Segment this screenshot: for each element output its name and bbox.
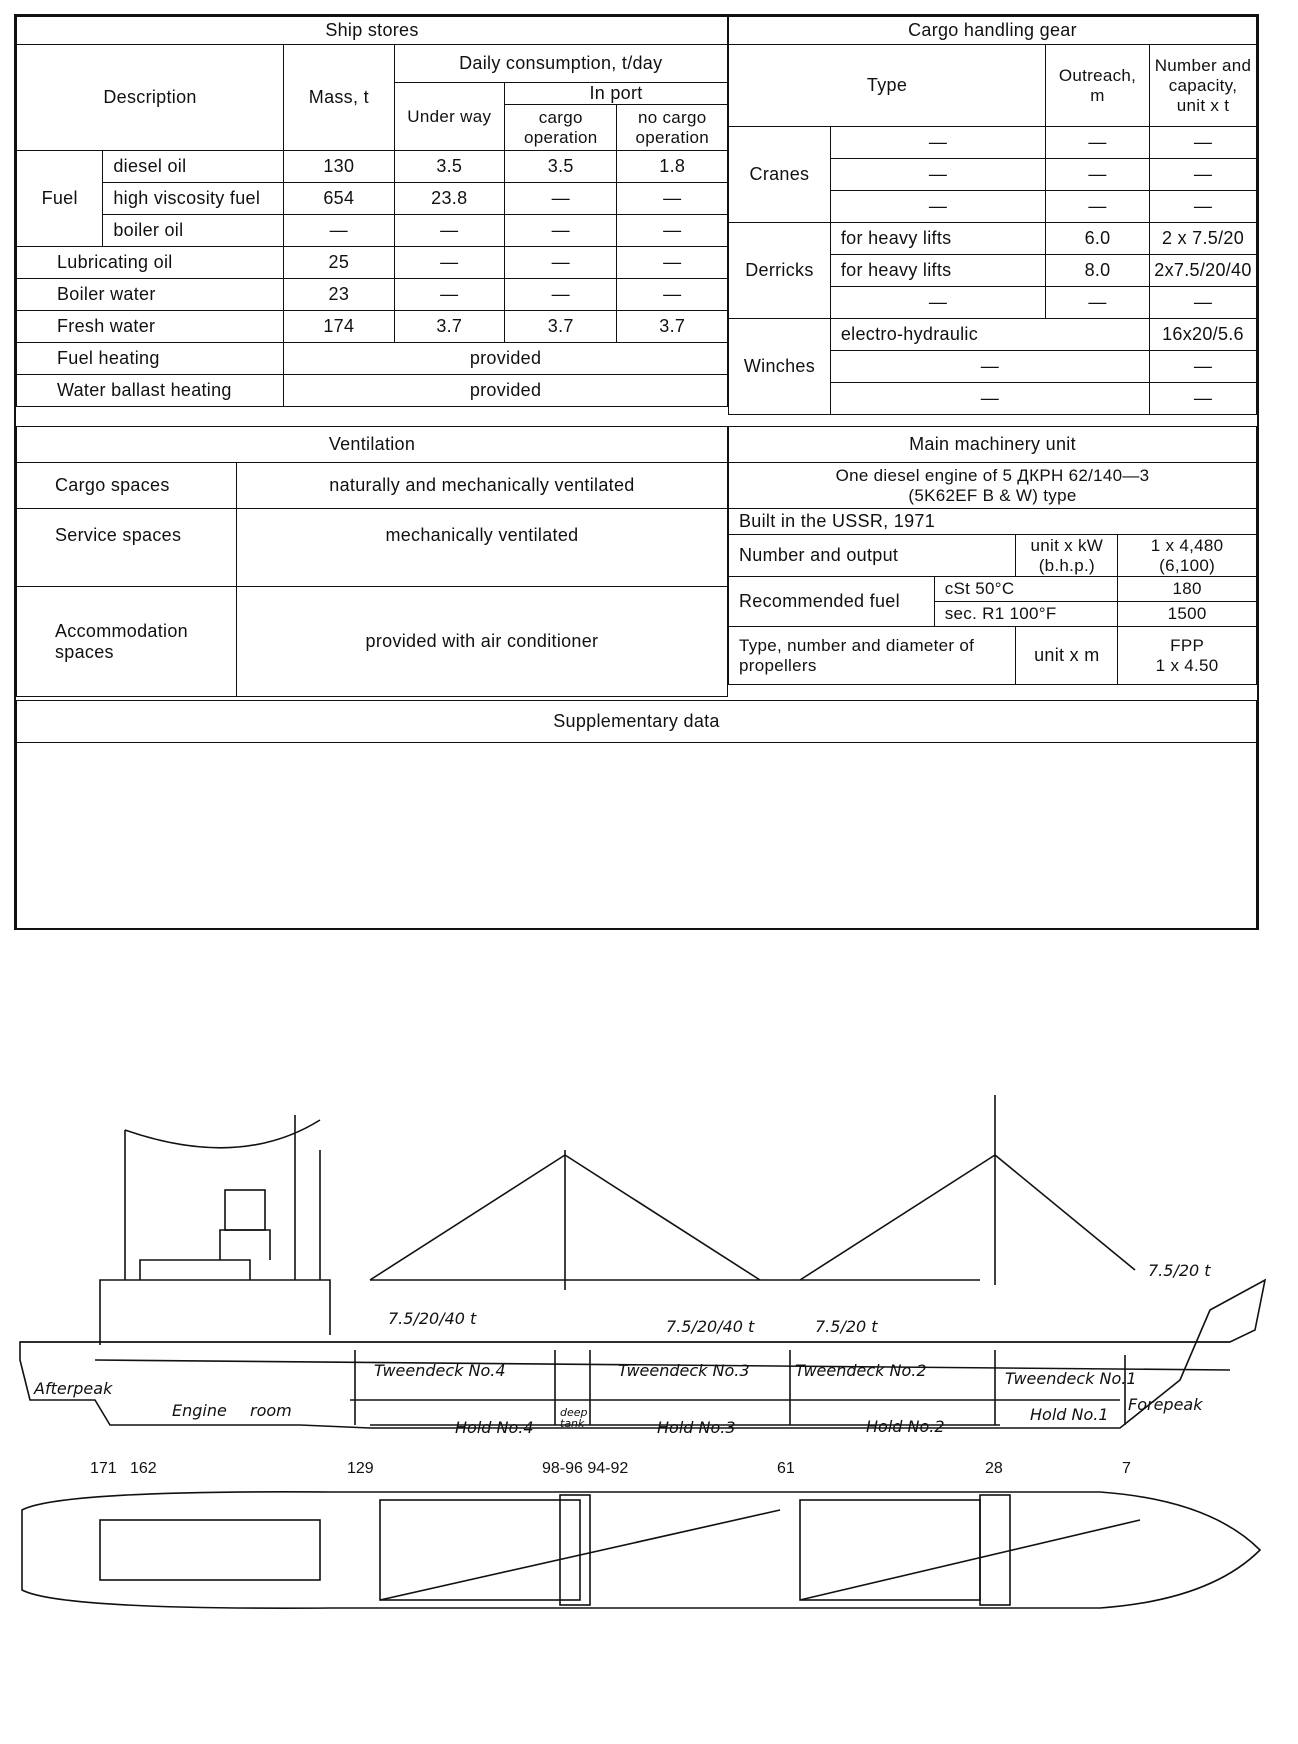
cell-dash: — xyxy=(830,287,1045,319)
ship-drawing xyxy=(0,1080,1298,1744)
cst-value: 180 xyxy=(1118,577,1257,602)
cargo-gear-table xyxy=(728,16,1257,415)
crane-capacity-3: 7.5/20 t xyxy=(815,1317,878,1336)
ship-stores-table xyxy=(16,16,728,407)
row-underway: — xyxy=(394,279,504,311)
frame-label: 129 xyxy=(347,1460,374,1477)
row-no-cargo-op: — xyxy=(617,247,728,279)
hold-1-label: Hold No.1 xyxy=(1030,1405,1109,1424)
row-underway: 23.8 xyxy=(394,183,504,215)
output-value: 1 x 4,480 xyxy=(1150,535,1224,555)
col-type: Type xyxy=(729,45,1046,127)
frame-label: 162 xyxy=(130,1460,157,1477)
cargo-spaces-value: naturally and mechanically ventilated xyxy=(236,463,727,509)
accommodation-label: Accommodation spaces xyxy=(17,587,237,697)
row-underway: — xyxy=(394,215,504,247)
derrick-capacity: 2x7.5/20/40 xyxy=(1149,255,1256,287)
derrick-type: for heavy lifts xyxy=(830,223,1045,255)
tweendeck-1-label: Tweendeck No.1 xyxy=(1005,1369,1137,1388)
hold-3-label: Hold No.3 xyxy=(657,1418,736,1437)
row-name: Lubricating oil xyxy=(17,247,284,279)
cell-dash: — xyxy=(1149,127,1256,159)
crane-capacity-4: 7.5/20 t xyxy=(1148,1261,1211,1280)
hold-4-label: Hold No.4 xyxy=(455,1418,534,1437)
row-name: diesel oil xyxy=(103,151,284,183)
row-cargo-op: 3.7 xyxy=(505,311,617,343)
machinery-title: Main machinery unit xyxy=(729,427,1257,463)
row-no-cargo-op: — xyxy=(617,183,728,215)
row-underway: 3.7 xyxy=(394,311,504,343)
derrick-capacity: 2 x 7.5/20 xyxy=(1149,223,1256,255)
row-cargo-op: — xyxy=(505,279,617,311)
col-description: Description xyxy=(17,45,284,151)
frame-label: 61 xyxy=(777,1460,795,1477)
col-number-capacity: Number and capacity, unit x t xyxy=(1149,45,1256,127)
row-no-cargo-op: — xyxy=(617,279,728,311)
cell-dash: — xyxy=(1046,159,1150,191)
machinery-table xyxy=(728,426,1257,685)
ventilation-table xyxy=(16,426,728,697)
accommodation-value: provided with air conditioner xyxy=(236,587,727,697)
service-spaces-value: mechanically ventilated xyxy=(236,509,727,587)
fuel-heating-label: Fuel heating xyxy=(17,343,284,375)
winch-type: electro-hydraulic xyxy=(830,319,1149,351)
hold-2-label: Hold No.2 xyxy=(866,1417,945,1436)
cell-dash: — xyxy=(830,127,1045,159)
row-cargo-op: — xyxy=(505,247,617,279)
row-no-cargo-op: 1.8 xyxy=(617,151,728,183)
room-label: room xyxy=(250,1401,292,1420)
row-no-cargo-op: — xyxy=(617,215,728,247)
frame-label: 28 xyxy=(985,1460,1003,1477)
col-cargo-op: cargo operation xyxy=(505,105,617,151)
derrick-outreach: 6.0 xyxy=(1046,223,1150,255)
row-cargo-op: 3.5 xyxy=(505,151,617,183)
ship-data-sheet xyxy=(14,14,1259,930)
deep-tank-label-1: deep xyxy=(560,1406,588,1419)
row-mass: 23 xyxy=(284,279,394,311)
fuel-heating-value: provided xyxy=(284,343,728,375)
tweendeck-4-label: Tweendeck No.4 xyxy=(374,1361,506,1380)
unit-m: unit x m xyxy=(1016,627,1118,685)
unit-kw: unit x kW xyxy=(1030,535,1104,555)
ventilation-title: Ventilation xyxy=(17,427,728,463)
cell-dash: — xyxy=(1149,351,1256,383)
cargo-spaces-label: Cargo spaces xyxy=(17,463,237,509)
sec-value: 1500 xyxy=(1118,602,1257,627)
col-mass: Mass, t xyxy=(284,45,394,151)
ballast-heating-value: provided xyxy=(284,375,728,407)
winches-label: Winches xyxy=(729,319,831,415)
col-under-way: Under way xyxy=(394,83,504,151)
row-cargo-op: — xyxy=(505,183,617,215)
afterpeak-label: Afterpeak xyxy=(34,1379,113,1398)
row-name: Boiler water xyxy=(17,279,284,311)
row-mass: 174 xyxy=(284,311,394,343)
col-outreach: Outreach, m xyxy=(1046,45,1150,127)
frame-label: 98-96 94-92 xyxy=(542,1460,629,1477)
propeller-value: 1 x 4.50 xyxy=(1155,655,1219,675)
frame-label: 7 xyxy=(1122,1460,1131,1477)
winch-capacity: 16x20/5.6 xyxy=(1149,319,1256,351)
row-name: Fresh water xyxy=(17,311,284,343)
cranes-label: Cranes xyxy=(729,127,831,223)
col-in-port: In port xyxy=(505,83,728,105)
supplementary-body xyxy=(17,743,1257,929)
crane-capacity-2: 7.5/20/40 t xyxy=(666,1317,755,1336)
derricks-label: Derricks xyxy=(729,223,831,319)
cell-dash: — xyxy=(830,191,1045,223)
propellers-label: Type, number and diameter of propellers xyxy=(729,627,1016,685)
engine-line-1: One diesel engine of 5 ДКРН 62/140—3 xyxy=(835,465,1150,485)
cell-dash: — xyxy=(1149,383,1256,415)
cargo-gear-title: Cargo handling gear xyxy=(729,17,1257,45)
cell-dash: — xyxy=(830,351,1149,383)
propeller-type: FPP xyxy=(1170,635,1205,655)
sec-label: sec. R1 100°F xyxy=(934,602,1118,627)
row-mass: 654 xyxy=(284,183,394,215)
cell-dash: — xyxy=(1046,191,1150,223)
crane-capacity-1: 7.5/20/40 t xyxy=(388,1309,477,1328)
cell-dash: — xyxy=(830,159,1045,191)
frame-label: 171 xyxy=(90,1460,117,1477)
engine-label: Engine xyxy=(172,1401,227,1420)
cell-dash: — xyxy=(1149,191,1256,223)
supplementary-title: Supplementary data xyxy=(17,701,1257,743)
cell-dash: — xyxy=(1149,287,1256,319)
derrick-outreach: 8.0 xyxy=(1046,255,1150,287)
row-name: boiler oil xyxy=(103,215,284,247)
cell-dash: — xyxy=(1046,287,1150,319)
row-underway: — xyxy=(394,247,504,279)
number-output-label: Number and output xyxy=(729,535,1016,577)
row-mass: 130 xyxy=(284,151,394,183)
row-mass: 25 xyxy=(284,247,394,279)
col-no-cargo-op: no cargo operation xyxy=(617,105,728,151)
forepeak-label: Forepeak xyxy=(1128,1395,1203,1414)
engine-line-2: (5K62EF B & W) type xyxy=(908,485,1077,505)
col-daily: Daily consumption, t/day xyxy=(394,45,727,83)
deep-tank-label-2: tank xyxy=(560,1417,585,1430)
output-bhp: (6,100) xyxy=(1159,555,1216,575)
fuel-label: Fuel xyxy=(17,151,103,247)
derrick-type: for heavy lifts xyxy=(830,255,1045,287)
ballast-heating-label: Water ballast heating xyxy=(17,375,284,407)
cst-label: cSt 50°C xyxy=(934,577,1118,602)
row-cargo-op: — xyxy=(505,215,617,247)
recommended-fuel-label: Recommended fuel xyxy=(729,577,935,627)
tweendeck-2-label: Tweendeck No.2 xyxy=(795,1361,927,1380)
cell-dash: — xyxy=(1046,127,1150,159)
row-no-cargo-op: 3.7 xyxy=(617,311,728,343)
cell-dash: — xyxy=(1149,159,1256,191)
tweendeck-3-label: Tweendeck No.3 xyxy=(618,1361,750,1380)
bhp: (b.h.p.) xyxy=(1038,555,1095,575)
row-underway: 3.5 xyxy=(394,151,504,183)
ship-stores-title: Ship stores xyxy=(17,17,728,45)
built-info: Built in the USSR, 1971 xyxy=(729,509,1257,535)
row-name: high viscosity fuel xyxy=(103,183,284,215)
service-spaces-label: Service spaces xyxy=(17,509,237,587)
ship-plan xyxy=(22,1492,1260,1608)
supplementary-table xyxy=(16,700,1257,929)
row-mass: — xyxy=(284,215,394,247)
cell-dash: — xyxy=(830,383,1149,415)
